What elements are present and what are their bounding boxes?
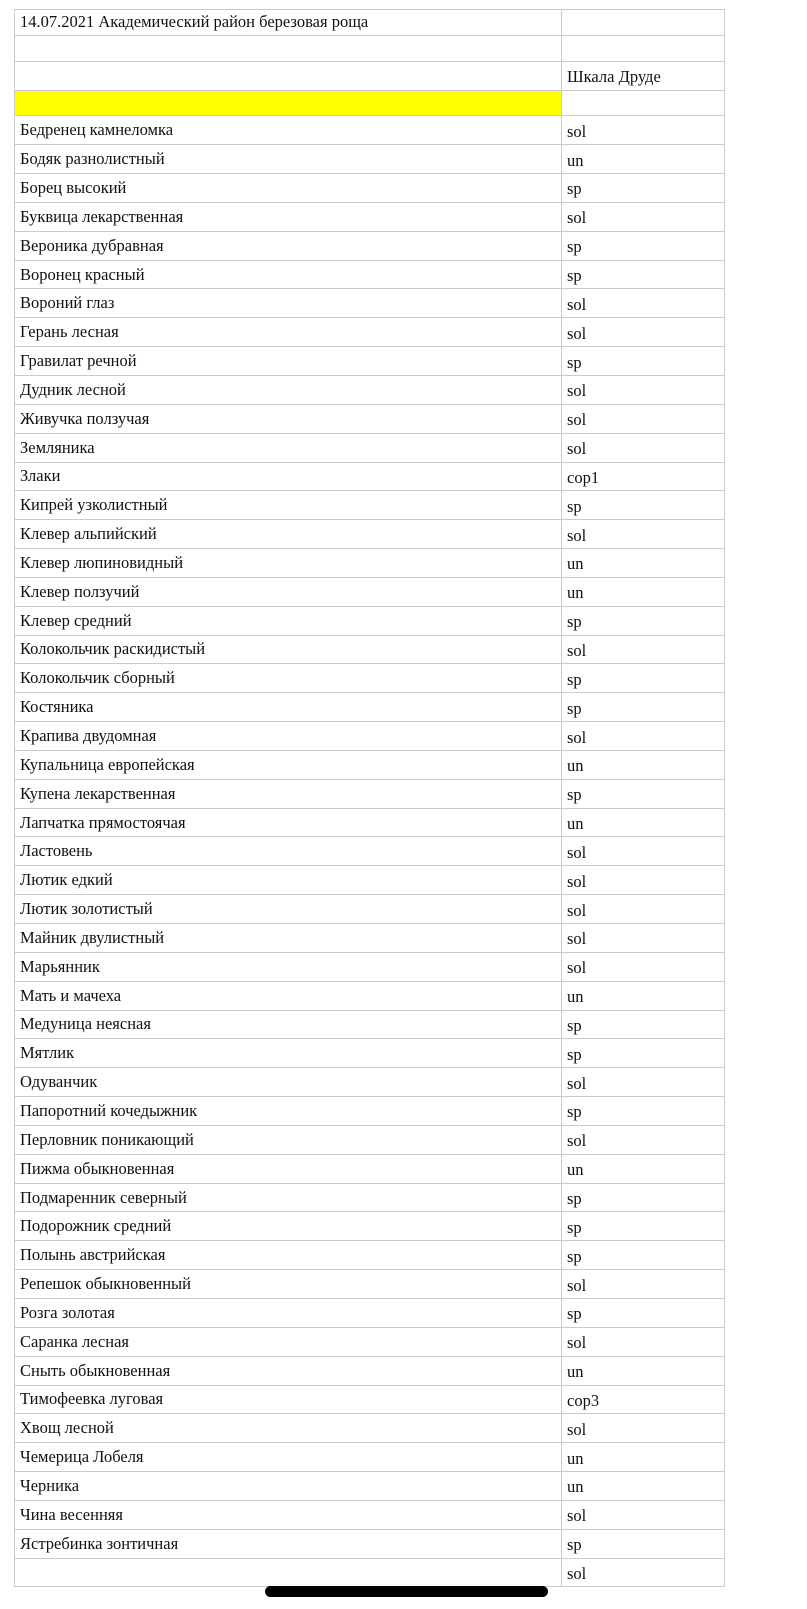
table-row xyxy=(15,1443,725,1472)
drude-value-cell[interactable]: sol xyxy=(562,520,725,549)
table-row xyxy=(15,606,725,635)
column-header-row xyxy=(15,61,725,90)
drude-value-cell[interactable]: cop1 xyxy=(562,462,725,491)
drude-value-cell[interactable]: sp xyxy=(562,260,725,289)
table-row xyxy=(15,924,725,953)
species-name-cell[interactable]: Дудник лесной xyxy=(15,375,562,404)
drude-value-cell[interactable]: sol xyxy=(562,1068,725,1097)
empty-cell[interactable] xyxy=(562,10,725,36)
species-name-cell[interactable]: Полынь австрийская xyxy=(15,1241,562,1270)
species-name-cell[interactable]: Клевер альпийский xyxy=(15,520,562,549)
drude-value-cell[interactable]: sp xyxy=(562,491,725,520)
table-body xyxy=(15,10,725,1587)
table-row xyxy=(15,145,725,174)
empty-cell[interactable] xyxy=(562,90,725,116)
species-name-cell[interactable]: Лапчатка прямостоячая xyxy=(15,808,562,837)
table-row xyxy=(15,1414,725,1443)
home-indicator xyxy=(265,1586,548,1597)
species-name-cell[interactable]: Вероника дубравная xyxy=(15,231,562,260)
table-row xyxy=(15,866,725,895)
drude-value-cell[interactable]: sp xyxy=(562,606,725,635)
drude-value-cell[interactable]: sp xyxy=(562,693,725,722)
species-name-cell[interactable]: Чина весенняя xyxy=(15,1500,562,1529)
table-row xyxy=(15,1298,725,1327)
drude-value-cell[interactable]: sp xyxy=(562,1241,725,1270)
drude-value-cell[interactable]: sol xyxy=(562,1500,725,1529)
table-row xyxy=(15,577,725,606)
species-name-cell[interactable]: Бедренец камнеломка xyxy=(15,116,562,145)
species-name-cell[interactable]: Злаки xyxy=(15,462,562,491)
species-table xyxy=(14,9,725,1587)
table-row xyxy=(15,260,725,289)
table-row xyxy=(15,347,725,376)
species-name-cell[interactable]: Клевер ползучий xyxy=(15,577,562,606)
species-name-cell[interactable]: Гравилат речной xyxy=(15,347,562,376)
table-row xyxy=(15,1010,725,1039)
table-row xyxy=(15,1385,725,1414)
species-name-cell[interactable]: Репешок обыкновенный xyxy=(15,1270,562,1299)
species-name-cell[interactable]: Подорожник средний xyxy=(15,1212,562,1241)
species-name-cell[interactable]: Пижма обыкновенная xyxy=(15,1154,562,1183)
empty-cell[interactable] xyxy=(15,61,562,90)
table-row xyxy=(15,750,725,779)
table-row xyxy=(15,981,725,1010)
drude-value-cell[interactable]: sp xyxy=(562,1529,725,1558)
table-row xyxy=(15,202,725,231)
drude-value-cell[interactable]: sp xyxy=(562,231,725,260)
table-row xyxy=(15,491,725,520)
drude-value-cell[interactable]: sol xyxy=(562,116,725,145)
drude-value-cell[interactable]: sol xyxy=(562,895,725,924)
table-row xyxy=(15,1356,725,1385)
species-name-cell[interactable]: Кипрей узколистный xyxy=(15,491,562,520)
table-row xyxy=(15,1183,725,1212)
species-name-cell[interactable]: Вороний глаз xyxy=(15,289,562,318)
table-row xyxy=(15,231,725,260)
table-row xyxy=(15,462,725,491)
table-row xyxy=(15,1500,725,1529)
species-name-cell[interactable]: Перловник поникающий xyxy=(15,1125,562,1154)
highlight-row xyxy=(15,90,725,116)
table-row xyxy=(15,837,725,866)
table-row xyxy=(15,375,725,404)
drude-value-cell[interactable]: sol xyxy=(562,1414,725,1443)
species-name-cell[interactable]: Купена лекарственная xyxy=(15,779,562,808)
species-name-cell[interactable]: Чемерица Лобеля xyxy=(15,1443,562,1472)
table-row xyxy=(15,549,725,578)
drude-value-cell[interactable]: un xyxy=(562,145,725,174)
drude-value-cell[interactable]: sp xyxy=(562,779,725,808)
table-row xyxy=(15,1212,725,1241)
table-row xyxy=(15,1241,725,1270)
table-row xyxy=(15,1529,725,1558)
table-row xyxy=(15,808,725,837)
table-row xyxy=(15,1039,725,1068)
species-name-cell[interactable]: Ластовень xyxy=(15,837,562,866)
species-name-cell[interactable]: Папоротний кочедыжник xyxy=(15,1097,562,1126)
table-row xyxy=(15,1558,725,1587)
table-row xyxy=(15,433,725,462)
drude-value-cell[interactable]: sol xyxy=(562,952,725,981)
drude-value-cell[interactable]: sp xyxy=(562,174,725,203)
table-row xyxy=(15,1097,725,1126)
table-row xyxy=(15,1068,725,1097)
species-name-cell[interactable] xyxy=(15,1558,562,1587)
table-row xyxy=(15,404,725,433)
table-row xyxy=(15,1472,725,1501)
species-name-cell[interactable]: Сныть обыкновенная xyxy=(15,1356,562,1385)
drude-value-cell[interactable]: sp xyxy=(562,1298,725,1327)
species-name-cell[interactable]: Бодяк разнолистный xyxy=(15,145,562,174)
drude-value-cell[interactable]: sol xyxy=(562,722,725,751)
table-row xyxy=(15,722,725,751)
table-row xyxy=(15,693,725,722)
drude-value-cell[interactable]: sol xyxy=(562,1558,725,1587)
drude-value-cell[interactable]: un xyxy=(562,981,725,1010)
species-name-cell[interactable]: Колокольчик раскидистый xyxy=(15,635,562,664)
species-name-cell[interactable]: Клевер средний xyxy=(15,606,562,635)
table-row xyxy=(15,895,725,924)
species-name-cell[interactable]: Саранка лесная xyxy=(15,1327,562,1356)
drude-value-cell[interactable]: sol xyxy=(562,318,725,347)
table-row xyxy=(15,1270,725,1299)
drude-value-cell[interactable]: sp xyxy=(562,1010,725,1039)
species-name-cell[interactable]: Марьянник xyxy=(15,952,562,981)
table-row xyxy=(15,520,725,549)
table-row xyxy=(15,318,725,347)
species-name-cell[interactable]: Мать и мачеха xyxy=(15,981,562,1010)
drude-value-cell[interactable]: sol xyxy=(562,202,725,231)
drude-value-cell[interactable]: sol xyxy=(562,1125,725,1154)
drude-value-cell[interactable]: sol xyxy=(562,375,725,404)
empty-cell[interactable] xyxy=(15,35,562,61)
table-row xyxy=(15,1327,725,1356)
species-name-cell[interactable]: Майник двулистный xyxy=(15,924,562,953)
drude-value-cell[interactable]: sol xyxy=(562,866,725,895)
drude-value-cell[interactable]: sol xyxy=(562,924,725,953)
table-row xyxy=(15,116,725,145)
drude-value-cell[interactable]: sp xyxy=(562,1212,725,1241)
table-row xyxy=(15,779,725,808)
species-name-cell[interactable]: Ястребинка зонтичная xyxy=(15,1529,562,1558)
drude-value-cell[interactable]: sol xyxy=(562,433,725,462)
species-name-cell[interactable]: Живучка ползучая xyxy=(15,404,562,433)
drude-value-cell[interactable]: sol xyxy=(562,635,725,664)
species-name-cell[interactable]: Мятлик xyxy=(15,1039,562,1068)
highlighted-cell[interactable] xyxy=(15,90,562,116)
drude-value-cell[interactable]: un xyxy=(562,808,725,837)
drude-value-cell[interactable]: sol xyxy=(562,1270,725,1299)
table-row xyxy=(15,664,725,693)
species-name-cell[interactable]: Медуница неясная xyxy=(15,1010,562,1039)
drude-value-cell[interactable]: sp xyxy=(562,1039,725,1068)
empty-cell[interactable] xyxy=(562,35,725,61)
species-name-cell[interactable]: Буквица лекарственная xyxy=(15,202,562,231)
title-row xyxy=(15,10,725,36)
drude-value-cell[interactable]: sol xyxy=(562,289,725,318)
table-row xyxy=(15,1125,725,1154)
table-row xyxy=(15,1154,725,1183)
species-name-cell[interactable]: Черника xyxy=(15,1472,562,1501)
species-name-cell[interactable]: Тимофеевка луговая xyxy=(15,1385,562,1414)
species-name-cell[interactable]: Костяника xyxy=(15,693,562,722)
drude-value-cell[interactable]: sol xyxy=(562,1327,725,1356)
drude-value-cell[interactable]: sp xyxy=(562,347,725,376)
drude-value-cell[interactable]: un xyxy=(562,1472,725,1501)
table-row xyxy=(15,952,725,981)
species-name-cell[interactable]: Лютик золотистый xyxy=(15,895,562,924)
drude-value-cell[interactable]: un xyxy=(562,1154,725,1183)
species-name-cell[interactable]: Земляника xyxy=(15,433,562,462)
title-cell[interactable]: 14.07.2021 Академический район березовая роща xyxy=(15,10,562,36)
species-name-cell[interactable]: Крапива двудомная xyxy=(15,722,562,751)
drude-value-cell[interactable]: un xyxy=(562,577,725,606)
blank-row xyxy=(15,35,725,61)
drude-value-cell[interactable]: sol xyxy=(562,837,725,866)
table-row xyxy=(15,289,725,318)
drude-value-cell[interactable]: un xyxy=(562,750,725,779)
species-name-cell[interactable]: Герань лесная xyxy=(15,318,562,347)
species-name-cell[interactable]: Розга золотая xyxy=(15,1298,562,1327)
scale-header-cell[interactable]: Шкала Друде xyxy=(562,61,725,90)
species-name-cell[interactable]: Воронец красный xyxy=(15,260,562,289)
species-name-cell[interactable]: Подмаренник северный xyxy=(15,1183,562,1212)
species-name-cell[interactable]: Хвощ лесной xyxy=(15,1414,562,1443)
table-row xyxy=(15,635,725,664)
species-name-cell[interactable]: Колокольчик сборный xyxy=(15,664,562,693)
drude-value-cell[interactable]: un xyxy=(562,1356,725,1385)
species-name-cell[interactable]: Клевер люпиновидный xyxy=(15,549,562,578)
drude-value-cell[interactable]: un xyxy=(562,549,725,578)
species-name-cell[interactable]: Лютик едкий xyxy=(15,866,562,895)
drude-value-cell[interactable]: sol xyxy=(562,404,725,433)
drude-value-cell[interactable]: sp xyxy=(562,664,725,693)
drude-value-cell[interactable]: un xyxy=(562,1443,725,1472)
species-name-cell[interactable]: Купальница европейская xyxy=(15,750,562,779)
drude-value-cell[interactable]: cop3 xyxy=(562,1385,725,1414)
drude-value-cell[interactable]: sp xyxy=(562,1183,725,1212)
species-name-cell[interactable]: Одуванчик xyxy=(15,1068,562,1097)
species-name-cell[interactable]: Борец высокий xyxy=(15,174,562,203)
drude-value-cell[interactable]: sp xyxy=(562,1097,725,1126)
table-row xyxy=(15,174,725,203)
